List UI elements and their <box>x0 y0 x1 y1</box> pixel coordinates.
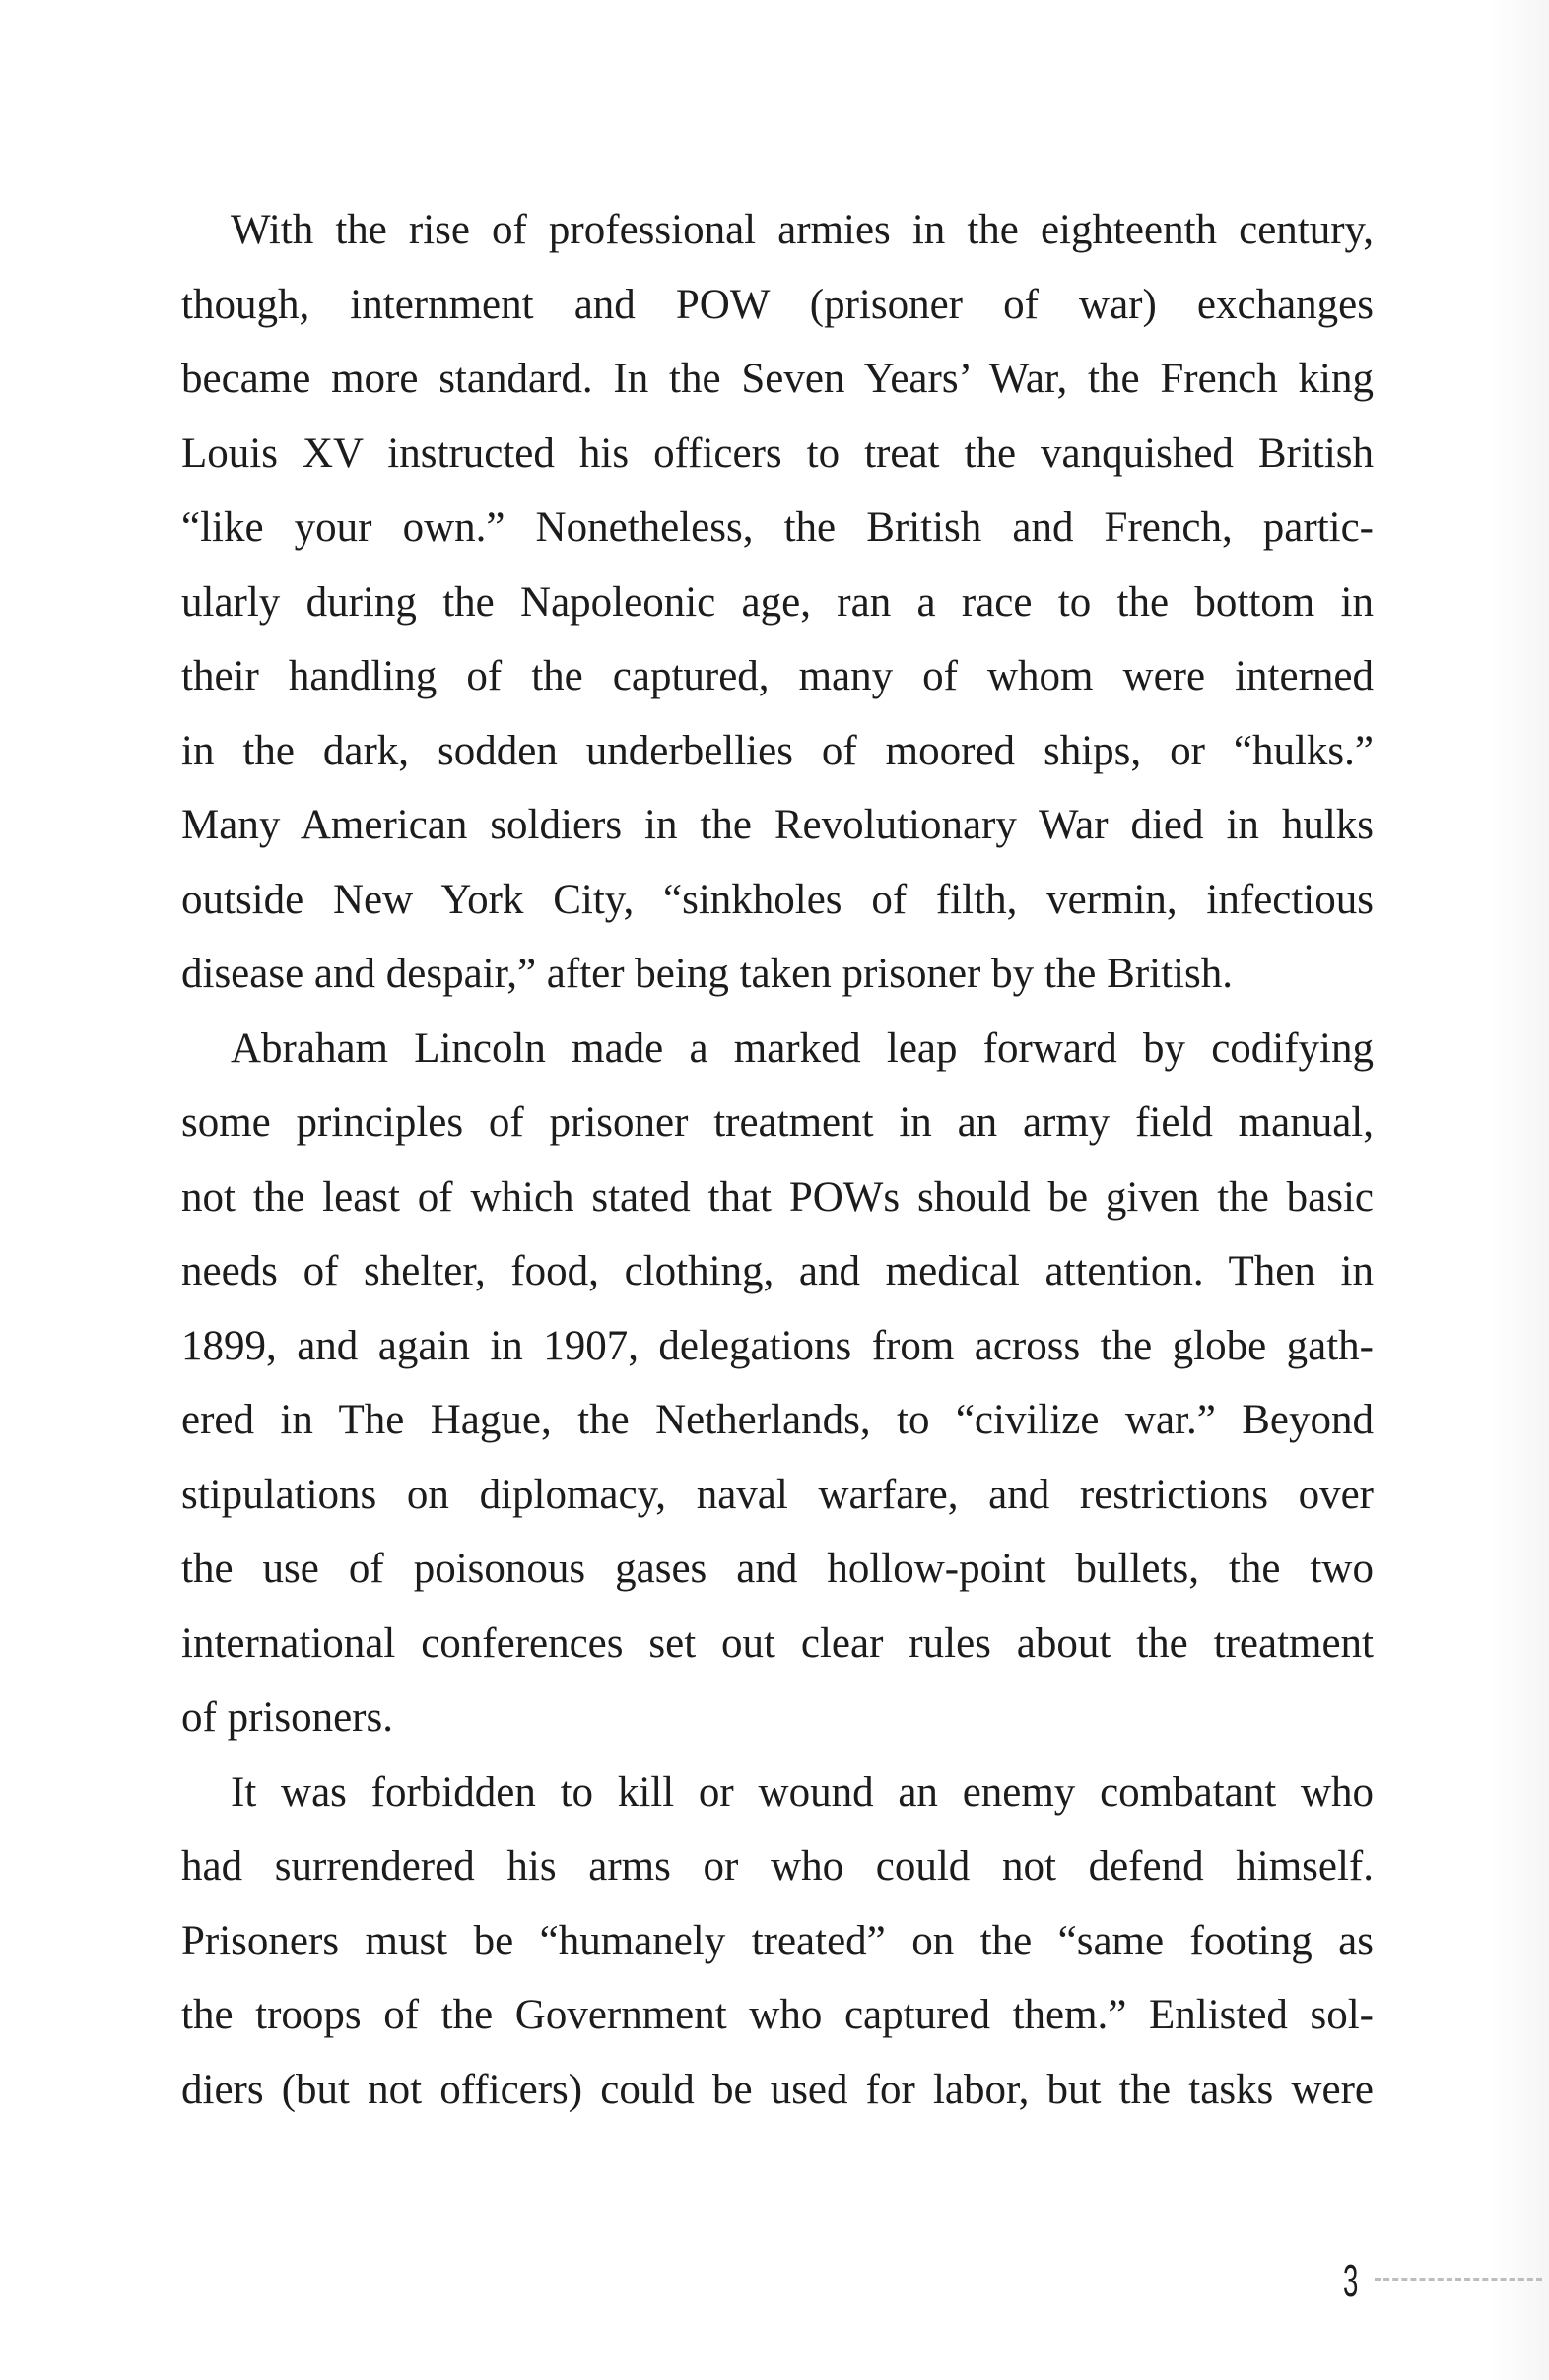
page-number: 3 <box>1343 2255 1359 2306</box>
text-line: in the dark, sodden underbellies of moored ships, or “hulks.” <box>181 727 1374 774</box>
text-line: With the rise of professional armies in the eighteenth century, <box>231 207 1374 253</box>
text-line: Louis XV instructed his officers to treat the vanquished British <box>181 430 1374 477</box>
text-line: Abraham Lincoln made a marked leap forward by codifying <box>231 1025 1374 1072</box>
text-line: disease and despair,” after being taken prisoner by the British. <box>181 951 1233 997</box>
text-line: their handling of the captured, many of whom were interned <box>181 653 1374 699</box>
text-line: diers (but not officers) could be used for labor, but the tasks were <box>181 2066 1374 2113</box>
paragraph-1 <box>181 193 1374 1012</box>
paragraph-3 <box>181 1755 1374 2128</box>
text-line: ularly during the Napoleonic age, ran a race to the bottom in <box>181 578 1374 626</box>
page-number-rule <box>1375 2278 1542 2281</box>
text-line: international conferences set out clear rules about the treatment <box>181 1620 1374 1667</box>
page-scan-edge <box>1490 0 1549 2380</box>
paragraph-2 <box>181 1012 1374 1755</box>
text-line: some principles of prisoner treatment in an army field manual, <box>181 1099 1374 1146</box>
text-line: of prisoners. <box>181 1694 393 1741</box>
text-line: Many American soldiers in the Revolutionary War died in hulks <box>181 802 1374 848</box>
text-line: the use of poisonous gases and hollow-point bullets, the two <box>181 1546 1374 1592</box>
text-line: 1899, and again in 1907, delegations from across the globe gath- <box>181 1322 1374 1369</box>
text-line: stipulations on diplomacy, naval warfare, and restrictions over <box>181 1471 1374 1518</box>
text-line: became more standard. In the Seven Years’ War, the French king <box>181 356 1374 402</box>
text-line: It was forbidden to kill or wound an enemy combatant who <box>231 1768 1374 1816</box>
text-line: “like your own.” Nonetheless, the British and French, partic- <box>181 504 1374 551</box>
body-text <box>181 193 1374 2127</box>
text-line: had surrendered his arms or who could not defend himself. <box>181 1843 1374 1889</box>
text-line: ered in The Hague, the Netherlands, to “civilize war.” Beyond <box>181 1397 1374 1443</box>
text-line: though, internment and POW (prisoner of war) exchanges <box>181 281 1374 328</box>
text-line: the troops of the Government who captured them.” Enlisted sol- <box>181 1992 1374 2038</box>
text-line: Prisoners must be “humanely treated” on the “same footing as <box>181 1917 1374 1964</box>
text-line: outside New York City, “sinkholes of filth, vermin, infectious <box>181 876 1374 923</box>
text-line: needs of shelter, food, clothing, and medical attention. Then in <box>181 1248 1374 1294</box>
text-line: not the least of which stated that POWs should be given the basic <box>181 1173 1374 1221</box>
